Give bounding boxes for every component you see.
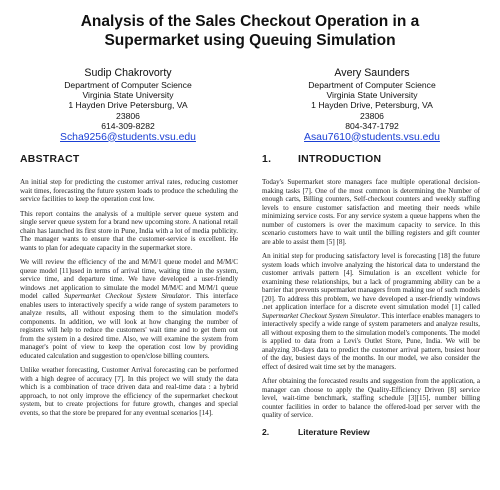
section-number: 2. [262,426,270,437]
right-column [262,154,480,490]
abstract-text: We will review the efficiency of the and M/M/1 queue model and M/M/C queue model [11]used in terms of arrival time, waiting time in the system, service time, and departure time. We have developed a user-friendly windows .net application to simulate the model M/M/C and M/M/1 queue model called [20,258,238,300]
section-number: 1. [262,154,272,165]
author-address: 1 Hayden Drive Petersburg, VA [68,100,188,111]
abstract-text: . This interface enables users to interactively specify a wide range of system parameters to analyze results, all without exposing them to the simulation model's components. In addition, we will look at how changing the number of registers will help to reduce the customers' wait time and to get them out from the system in a desired time. Also, we will examine the system from manager's point of view to keep the operation cost low by providing educated calculation and suggestion to open/close billing counters. [20,292,238,360]
author-email-link[interactable]: Asau7610@students.vsu.edu [304,131,440,143]
author-department: Department of Computer Science [64,79,192,90]
abstract-paragraph: Unlike weather forecasting, Customer Arrival forecasting can be performed with a high degree of accuracy [7]. In this project we will study the data which is a combination of trace driven data and real-time data : a hybrid approach, to not only improve the efficiency of the supermarket checkout system, but to create projections for future growth, changes and special events, so that the store be prepared for any eventual scenarios [14]. [20,366,238,417]
author-block-1 [18,67,238,144]
author-email-link[interactable]: Scha9256@students.vsu.edu [60,131,196,143]
author-zip: 23806 [116,110,140,121]
literature-review-heading [262,427,480,437]
introduction-paragraph: Today's Supermarket store managers face multiple operational decision-making tasks [7]. One of the most common is determining the Number of enough carts, Billing counters, Self-checkout counters and weekly staffing levels to ensure customer satisfaction and meeting their needs while minimizing service costs. For any service system a queue happens when the number of customers is over the maximum capacity to service. In this scenario customers have to wait until the billing registers and gift counter are able to assist them [5] [8]. [262,178,480,246]
left-column [20,154,238,490]
introduction-paragraph [262,252,480,371]
author-university: Virginia State University [326,89,418,100]
author-block-2 [262,67,482,144]
section-title: Literature Review [298,426,370,437]
author-name: Sudip Chakrovorty [84,67,172,79]
app-name-text: Supermarket Checkout System Simulator [262,311,379,320]
author-address: 1 Hayden Drive, Petersburg, VA [311,100,433,111]
section-title: INTRODUCTION [298,154,382,165]
paper-title: Analysis of the Sales Checkout Operation in a Supermarket using Queuing Simulation [80,13,420,49]
author-phone: 614-309-8282 [101,121,155,132]
introduction-text: An initial step for producing satisfactory level is forecasting [18] the future system loads which involve analyzing the historical data to understand the customer arrivals pattern [4]. Simulation is an excellent vehicle for examining these relationships, but a lack of programming ability can be a barrier that prevents supermarket managers from making use of such models [20]. To address this problem, we have developed a user-friendly windows .net application interface for a discrete event simulation model [1] called [262,252,480,311]
abstract-paragraph [20,258,238,360]
introduction-text: . This interface enables managers to interactively specify a wide range of system parameters and analyze results, all without exposing them to the simulation model's components. The model is applied to data from a Levi's Outlet Store, Pune, India. We will be analyzing 30-days data to predict the customer arrival pattern, busiest hour of the day, busiest days of the months. In our model, we also consider the effect of desired wait time set by the managers. [262,311,480,371]
introduction-heading [262,154,480,166]
introduction-paragraph: After obtaining the forecasted results and suggestion from the application, a manager can choose to apply the Quality-Efficiency Driven [8] service level, wait-time benchmark, staffing schedule [3][15], number billing counter facilities in order to balance the offered-load per server with the quality of service. [262,377,480,419]
abstract-paragraph: An initial step for predicting the customer arrival rates, reducing customer wait times, forecasting the future system loads to produce the scheduling the service facilities to keep the operation cost low. [20,178,238,203]
author-department: Department of Computer Science [308,79,436,90]
abstract-paragraph: This report contains the analysis of a multiple server queue system and single server queue system for a brand new upcoming store. A national retail chain has launched its first store in Pune, India with a lot of media publicity. The manager wants to ensure that the customer-service is excellent. He wants to plan for adequate capacity in the supermarket store. [20,209,238,252]
author-phone: 804-347-1792 [345,121,399,132]
author-university: Virginia State University [82,89,174,100]
author-zip: 23806 [360,110,384,121]
abstract-heading: ABSTRACT [20,154,80,165]
app-name-text: Supermarket Checkout System Simulator [64,292,190,300]
author-name: Avery Saunders [334,67,410,79]
